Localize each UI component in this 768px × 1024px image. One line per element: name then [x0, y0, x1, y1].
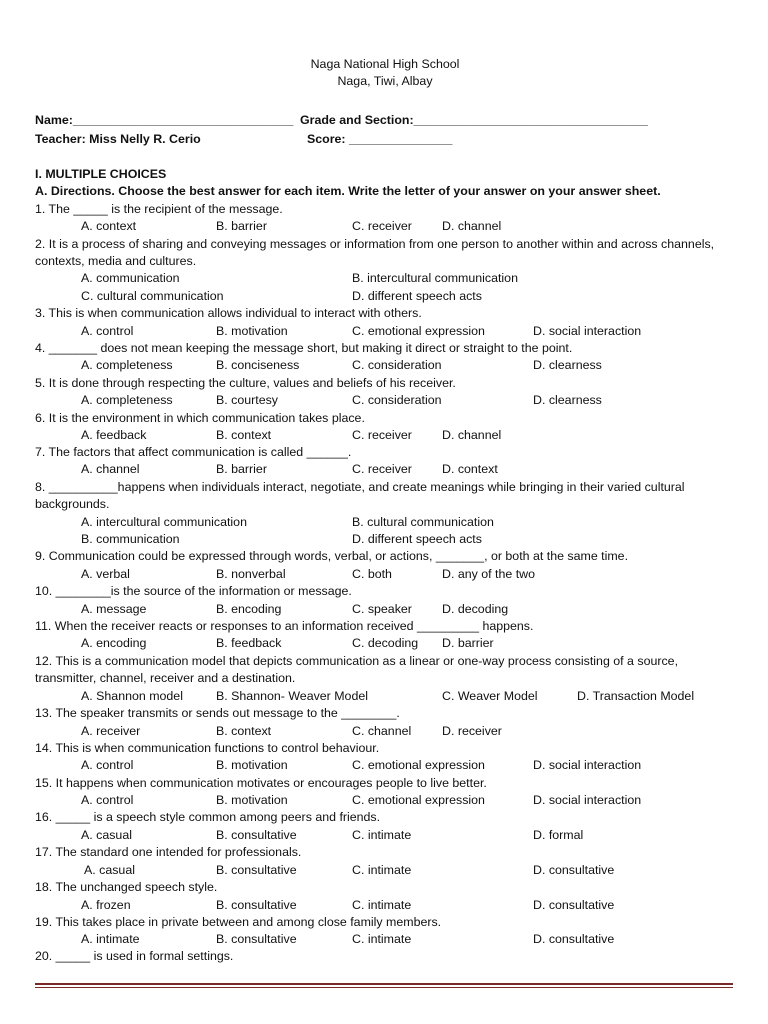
option: C. intimate: [352, 898, 412, 912]
footer-rule-thin: [35, 987, 733, 988]
option: D. consultative: [533, 932, 615, 946]
option: B. context: [216, 724, 272, 738]
option: C. Weaver Model: [442, 689, 538, 703]
option: A. verbal: [81, 567, 130, 581]
option: C. consideration: [352, 393, 442, 407]
school-address: Naga, Tiwi, Albay: [337, 74, 433, 88]
option: B. barrier: [216, 219, 267, 233]
question-7: 7. The factors that affect communication is called ______.: [35, 445, 352, 459]
question-16: 16. _____ is a speech style common among peers and friends.: [35, 810, 381, 824]
option: D. consultative: [533, 863, 615, 877]
option: C. intimate: [352, 828, 412, 842]
option: A. casual: [81, 828, 132, 842]
option: A. Shannon model: [81, 689, 183, 703]
option: A. channel: [81, 462, 140, 476]
question-9: 9. Communication could be expressed through words, verbal, or actions, _______, or both at the same time.: [35, 549, 629, 563]
option: C. speaker: [352, 602, 412, 616]
option: A. intimate: [81, 932, 140, 946]
directions: A. Directions. Choose the best answer for each item. Write the letter of your answer on your answer sheet.: [35, 184, 661, 198]
option: D. clearness: [533, 358, 602, 372]
question-10: 10. ________is the source of the information or message.: [35, 584, 352, 598]
option: B. consultative: [216, 863, 297, 877]
grade-section-field: Grade and Section:__________________________________: [300, 113, 648, 127]
option: D. decoding: [442, 602, 509, 616]
option: B. encoding: [216, 602, 282, 616]
school-header: [35, 56, 735, 90]
option: B. barrier: [216, 462, 267, 476]
option: D. social interaction: [533, 793, 642, 807]
option: B. consultative: [216, 898, 297, 912]
option: A. feedback: [81, 428, 147, 442]
question-13: 13. The speaker transmits or sends out message to the ________.: [35, 706, 400, 720]
question-2: 2. It is a process of sharing and conveying messages or information from one person to another within and across channels, contexts, media and cultures.: [35, 237, 715, 269]
option: D. social interaction: [533, 758, 642, 772]
option: B. courtesy: [216, 393, 278, 407]
option: A. communication: [81, 271, 180, 285]
option: B. motivation: [216, 758, 288, 772]
option: A. receiver: [81, 724, 141, 738]
question-8: 8. __________happens when individuals interact, negotiate, and create meanings while bringing in their varied cultural backgrounds.: [35, 480, 685, 512]
option: B. Shannon- Weaver Model: [216, 689, 368, 703]
option: D. different speech acts: [352, 532, 482, 546]
option: B. cultural communication: [352, 515, 494, 529]
option: A. completeness: [81, 358, 173, 372]
option: D. context: [442, 462, 498, 476]
option: C. emotional expression: [352, 793, 485, 807]
option: B. intercultural communication: [352, 271, 518, 285]
question-1: 1. The _____ is the recipient of the message.: [35, 202, 283, 216]
question-11: 11. When the receiver reacts or responses to an information received _________ happens.: [35, 619, 534, 633]
option: D. channel: [442, 219, 502, 233]
option: C. emotional expression: [352, 758, 485, 772]
option: D. channel: [442, 428, 502, 442]
option: D. clearness: [533, 393, 602, 407]
option: A. casual: [84, 863, 135, 877]
option: A. context: [81, 219, 137, 233]
option: B. motivation: [216, 793, 288, 807]
question-14: 14. This is when communication functions to control behaviour.: [35, 741, 380, 755]
option: C. cultural communication: [81, 289, 224, 303]
question-18: 18. The unchanged speech style.: [35, 880, 218, 894]
option: D. barrier: [442, 636, 494, 650]
question-20: 20. _____ is used in formal settings.: [35, 949, 234, 963]
option: D. consultative: [533, 898, 615, 912]
option: C. decoding: [352, 636, 419, 650]
option: B. consultative: [216, 828, 297, 842]
option: C. both: [352, 567, 392, 581]
option: A. control: [81, 324, 134, 338]
option: A. control: [81, 793, 134, 807]
option: A. control: [81, 758, 134, 772]
question-4: 4. _______ does not mean keeping the message short, but making it direct or straight to the point.: [35, 341, 573, 355]
option: B. context: [216, 428, 272, 442]
option: C. receiver: [352, 219, 412, 233]
question-15: 15. It happens when communication motivates or encourages people to live better.: [35, 776, 487, 790]
school-name: Naga National High School: [310, 57, 460, 71]
option: B. motivation: [216, 324, 288, 338]
question-19: 19. This takes place in private between and among close family members.: [35, 915, 442, 929]
footer-rule: [35, 983, 733, 985]
option: D. formal: [533, 828, 584, 842]
option: C. intimate: [352, 932, 412, 946]
option: C. channel: [352, 724, 412, 738]
option: B. conciseness: [216, 358, 300, 372]
option: D. any of the two: [442, 567, 535, 581]
question-12: 12. This is a communication model that depicts communication as a linear or one-way process consisting of a source, transmitter, channel, receiver and a destination.: [35, 654, 679, 686]
option: B. feedback: [216, 636, 282, 650]
option: D. Transaction Model: [577, 689, 695, 703]
question-3: 3. This is when communication allows individual to interact with others.: [35, 306, 422, 320]
option: D. social interaction: [533, 324, 642, 338]
option: A. encoding: [81, 636, 147, 650]
option: B. communication: [81, 532, 180, 546]
option: C. receiver: [352, 462, 412, 476]
name-field: Name:________________________________: [35, 113, 294, 127]
option: A. completeness: [81, 393, 173, 407]
question-17: 17. The standard one intended for professionals.: [35, 845, 302, 859]
option: C. intimate: [352, 863, 412, 877]
option: B. nonverbal: [216, 567, 286, 581]
option: C. consideration: [352, 358, 442, 372]
teacher-field: Teacher: Miss Nelly R. Cerio: [35, 132, 201, 146]
option: A. frozen: [81, 898, 131, 912]
option: D. receiver: [442, 724, 502, 738]
option: A. message: [81, 602, 147, 616]
option: B. consultative: [216, 932, 297, 946]
option: A. intercultural communication: [81, 515, 247, 529]
question-6: 6. It is the environment in which communication takes place.: [35, 411, 365, 425]
option: C. emotional expression: [352, 324, 485, 338]
section-title: I. MULTIPLE CHOICES: [35, 167, 167, 181]
score-field: Score: _______________: [307, 132, 453, 146]
question-5: 5. It is done through respecting the culture, values and beliefs of his receiver.: [35, 376, 456, 390]
option: D. different speech acts: [352, 289, 482, 303]
option: C. receiver: [352, 428, 412, 442]
